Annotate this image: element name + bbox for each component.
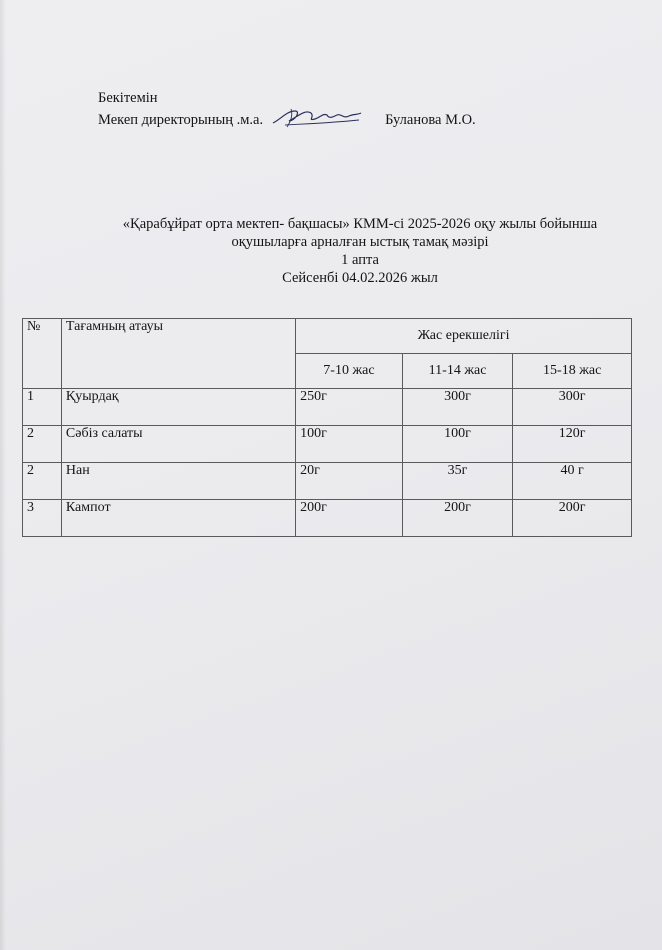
approval-block [98,88,476,132]
header-age-7-10: 7-10 жас [296,354,403,389]
row-portion-11-14: 300г [402,389,513,426]
header-dish-name: Тағамның атауы [61,319,295,389]
header-age-11-14: 11-14 жас [402,354,513,389]
row-portion-15-18: 40 г [513,463,632,500]
row-portion-11-14: 100г [402,426,513,463]
heading-line-week: 1 апта [341,252,379,268]
menu-table [22,318,632,537]
approval-signature-row [98,108,476,132]
table-header-row [23,319,632,354]
heading-line-school: «Қарабұйрат орта мектеп- бақшасы» КММ-сі 2025-2026 оқу жылы бойынша [122,216,598,232]
row-dish-name: Нан [61,463,295,500]
row-dish-name: Қуырдақ [61,389,295,426]
table-row [23,463,632,500]
row-number: 2 [23,426,62,463]
row-number: 2 [23,463,62,500]
director-label: Мекеп директорының .м.а. [98,112,264,128]
page-edge-shadow [0,0,6,950]
row-portion-7-10: 200г [296,500,403,537]
row-number: 3 [23,500,62,537]
table-row [23,389,632,426]
row-portion-15-18: 300г [513,389,632,426]
approval-title: Бекітемін [98,90,158,106]
row-dish-name: Сәбіз салаты [61,426,295,463]
row-dish-name: Кампот [61,500,295,537]
row-portion-11-14: 200г [402,500,513,537]
row-portion-7-10: 20г [296,463,403,500]
header-age-group: Жас ерекшелігі [296,319,632,354]
menu-heading [60,215,660,287]
heading-line-menu: оқушыларға арналған ыстық тамақ мәзірі [231,234,489,250]
table-row [23,500,632,537]
handwritten-signature [271,105,363,129]
heading-line-date: Сейсенбі 04.02.2026 жыл [282,270,438,286]
table-row [23,426,632,463]
row-number: 1 [23,389,62,426]
director-name: Буланова М.О. [385,112,476,128]
row-portion-15-18: 200г [513,500,632,537]
row-portion-7-10: 100г [296,426,403,463]
row-portion-7-10: 250г [296,389,403,426]
header-number: № [23,319,62,389]
row-portion-11-14: 35г [402,463,513,500]
header-age-15-18: 15-18 жас [513,354,632,389]
row-portion-15-18: 120г [513,426,632,463]
